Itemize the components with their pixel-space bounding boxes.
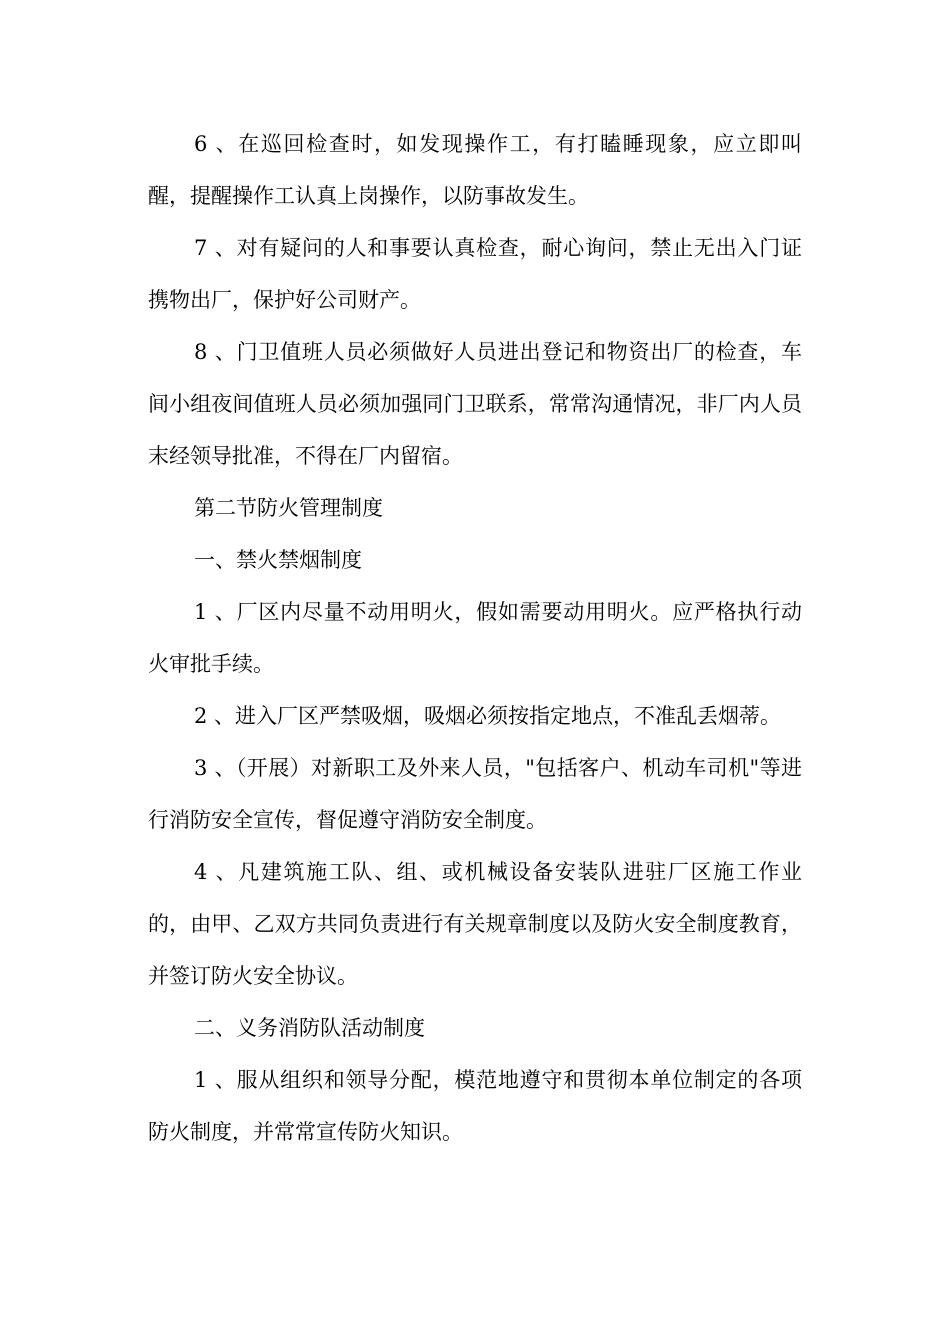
paragraph-fire-2: 2 、进入厂区严禁吸烟，吸烟必须按指定地点，不准乱丢烟蒂。 <box>194 704 782 728</box>
section-heading-fire-management: 第二节防火管理制度 <box>194 496 383 520</box>
paragraph-brigade-1: 1 、服从组织和领导分配，模范地遵守和贯彻本单位制定的各项防火制度，并常常宣传防火知识。 <box>148 1068 802 1144</box>
paragraph-fire-4: 4 、凡建筑施工队、组、或机械设备安装队进驻厂区施工作业的，由甲、乙双方共同负责进行有关规章制度以及防火安全制度教育，并签订防火安全协议。 <box>148 860 802 988</box>
document-body <box>148 0 802 1158</box>
subheading-no-fire-no-smoking: 一、禁火禁烟制度 <box>194 548 362 572</box>
paragraph-8: 8 、门卫值班人员必须做好人员进出登记和物资出厂的检查，车间小组夜间值班人员必须加强同门卫联系，常常沟通情况，非厂内人员末经领导批准，不得在厂内留宿。 <box>148 340 802 468</box>
paragraph-fire-3: 3 、（开展）对新职工及外来人员，"包括客户、机动车司机"等进行消防安全宣传，督促遵守消防安全制度。 <box>148 756 802 832</box>
paragraph-6: 6 、在巡回检查时，如发现操作工，有打瞌睡现象，应立即叫醒，提醒操作工认真上岗操作，以防事故发生。 <box>148 132 802 208</box>
paragraph-fire-1: 1 、厂区内尽量不动用明火，假如需要动用明火。应严格执行动火审批手续。 <box>148 600 802 676</box>
subheading-volunteer-fire-brigade: 二、义务消防队活动制度 <box>194 1016 425 1040</box>
paragraph-7: 7 、对有疑问的人和事要认真检查，耐心询问，禁止无出入门证携物出厂，保护好公司财产。 <box>148 236 802 312</box>
